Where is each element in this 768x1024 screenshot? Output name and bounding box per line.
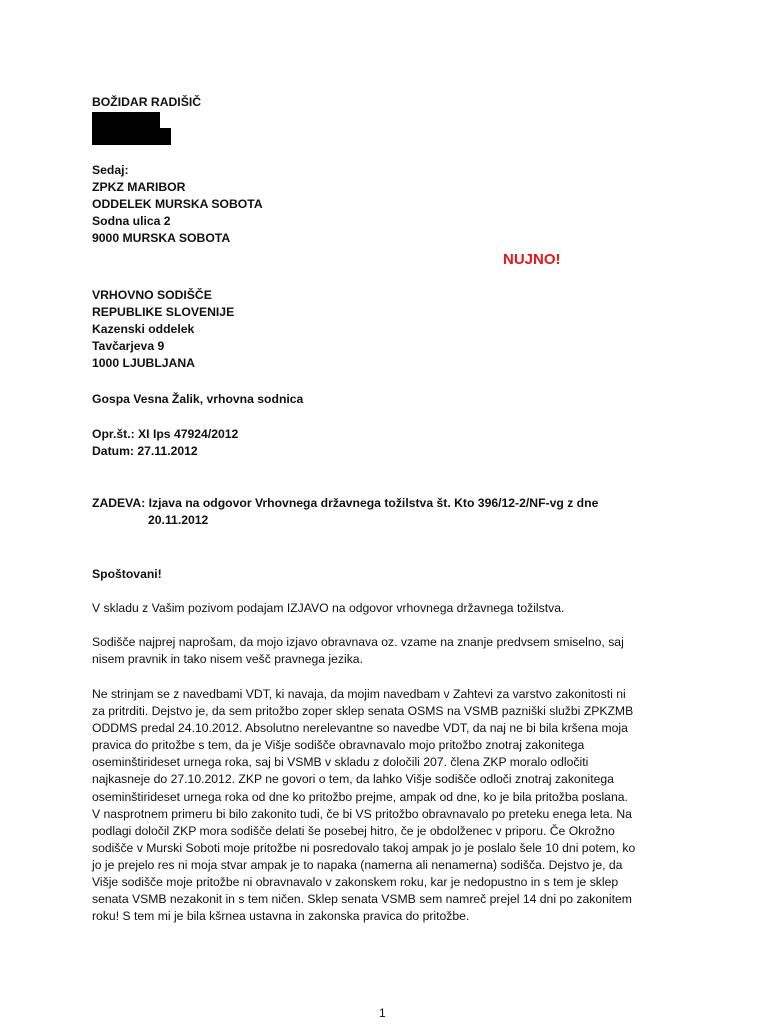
body-line: Sodišče najprej naprošam, da mojo izjavo obravnava oz. vzame na znanje predvsem smiselno, saj	[92, 635, 624, 649]
body-line: jo je prejelo res ni moja stvar ampak je to napaka (namerna ali nenamerna) sodišča. Dejstvo je, da	[92, 857, 623, 872]
sender-address-line: Sodna ulica 2	[92, 214, 171, 228]
subject-line-continued: 20.11.2012	[148, 513, 209, 527]
subject-line: ZADEVA: Izjava na odgovor Vrhovnega državnega tožilstva št. Kto 396/12-2/NF-vg z dne	[92, 496, 599, 510]
body-line: za pritrditi. Dejstvo je, da sem pritožbo zoper sklep senata OSMS na VSMB pazniški službi ZPKZMB	[92, 704, 634, 719]
recipient-address-line: Tavčarjeva 9	[92, 339, 165, 353]
body-line: senata VSMB nezakonit in s tem ničen. Sklep senata VSMB sem namreč prejel 14 dni po zakonitem	[92, 892, 632, 907]
body-line: sodišče v Murski Soboti moje pritožbe ni posredovalo takoj ampak jo je poslalo šele 10 dni potem, ko	[92, 840, 636, 855]
sender-currently-label: Sedaj:	[92, 163, 129, 177]
body-line: oseminštirideset urnega roka od dne ko pritožbo prejme, ampak od dne, ko je bila pritožba poslana.	[92, 789, 628, 804]
case-number: Opr.št.: XI Ips 47924/2012	[92, 427, 239, 441]
page-number: 1	[379, 1006, 386, 1020]
greeting: Spoštovani!	[92, 567, 162, 581]
recipient-address-line: REPUBLIKE SLOVENIJE	[92, 305, 235, 319]
recipient-address-line: 1000 LJUBLJANA	[92, 356, 195, 370]
sender-address-line: ZPKZ MARIBOR	[92, 180, 186, 194]
body-paragraph	[92, 686, 712, 925]
body-line: roku! S tem mi je bila kšrnea ustavna in zakonska pravica do pritožbe.	[92, 909, 470, 924]
recipient-address-line: Kazenski oddelek	[92, 322, 195, 336]
body-line: najkasneje do 27.10.2012. ZKP ne govori o tem, da lahko Višje sodišče odloči znotraj zakonitega	[92, 772, 614, 787]
body-line: V skladu z Vašim pozivom podajam IZJAVO na odgovor vrhovnega državnega tožilstva.	[92, 601, 565, 615]
urgent-label: NUJNO!	[503, 251, 561, 268]
sender-name: BOŽIDAR RADIŠIČ	[92, 95, 202, 109]
body-line: Ne strinjam se z navedbami VDT, ki navaja, da mojim navedbam v Zahtevi za varstvo zakonitosti ni	[92, 687, 626, 701]
body-line: Višje sodišče moje pritožbe ni obravnavalo v zakonskem roku, kar je nedopustno in s tem je sklep	[92, 875, 619, 890]
body-line: V nasprotnem primeru bi bilo zakonito tudi, če bi VS pritožbo obravnavalo po preteku enega leta. Na	[92, 806, 632, 821]
recipient-address-line: VRHOVNO SODIŠČE	[92, 288, 212, 302]
body-line: pravica do pritožbe s tem, da je Višje sodišče obravnavalo mojo pritožbo znotraj zakonitega	[92, 738, 585, 753]
body-paragraph	[92, 600, 712, 617]
redacted-block	[92, 112, 160, 129]
document-date: Datum: 27.11.2012	[92, 444, 198, 458]
body-line: podlagi določil ZKP mora sodišče delati še posebej hitro, če je obdolženec v priporu. Če Okrožno	[92, 823, 615, 838]
sender-address-line: 9000 MURSKA SOBOTA	[92, 231, 231, 245]
recipient-attention: Gospa Vesna Žalik, vrhovna sodnica	[92, 392, 304, 406]
redacted-block	[92, 128, 171, 145]
body-line: oseminštirideset urnega roka, saj bi VSMB v skladu z določili 207. člena ZKP moralo odločiti	[92, 755, 589, 770]
body-line: nisem pravnik in tako nisem vešč pravnega jezika.	[92, 652, 363, 667]
sender-address-line: ODDELEK MURSKA SOBOTA	[92, 197, 263, 211]
body-line: ODDMS predal 24.10.2012. Absolutno nerelevantne so navedbe VDT, da naj ne bi bila kršena moja	[92, 721, 628, 736]
body-paragraph	[92, 634, 712, 668]
